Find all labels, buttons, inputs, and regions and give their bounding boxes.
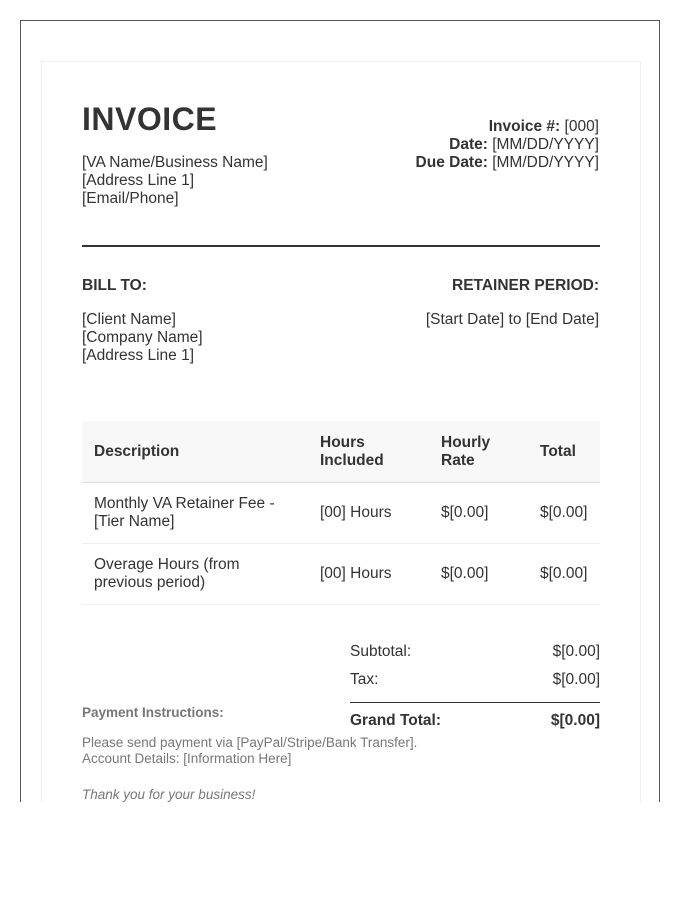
company-name: [Company Name] bbox=[82, 329, 203, 346]
header-divider bbox=[82, 245, 600, 247]
tax-row bbox=[350, 666, 600, 694]
column-header-total: Total bbox=[528, 421, 600, 483]
thank-you-note: Thank you for your business! bbox=[82, 787, 256, 802]
payment-instructions-heading: Payment Instructions: bbox=[82, 705, 224, 720]
tax-value: $[0.00] bbox=[552, 671, 600, 688]
line-items-table bbox=[82, 421, 600, 605]
sender-address: [Address Line 1] bbox=[82, 172, 195, 189]
grand-total-row bbox=[350, 702, 600, 739]
client-name: [Client Name] bbox=[82, 311, 176, 328]
due-date-value: [MM/DD/YYYY] bbox=[492, 154, 599, 171]
invoice-date-row bbox=[416, 136, 599, 154]
grand-total-value: $[0.00] bbox=[550, 712, 600, 729]
row-rate: $[0.00] bbox=[429, 483, 528, 544]
grand-total-label: Grand Total: bbox=[350, 712, 441, 729]
row-hours: [00] Hours bbox=[308, 483, 429, 544]
tax-label: Tax: bbox=[350, 671, 379, 688]
column-header-description: Description bbox=[82, 421, 308, 483]
row-hours: [00] Hours bbox=[308, 544, 429, 605]
sender-contact: [Email/Phone] bbox=[82, 190, 179, 207]
row-total: $[0.00] bbox=[528, 483, 600, 544]
row-rate: $[0.00] bbox=[429, 544, 528, 605]
payment-method-line: Please send payment via [PayPal/Stripe/Bank Transfer]. bbox=[82, 735, 418, 750]
row-total: $[0.00] bbox=[528, 544, 600, 605]
bill-to-details bbox=[82, 311, 203, 365]
table-row bbox=[82, 483, 600, 544]
due-date-row bbox=[416, 154, 599, 172]
due-date-label: Due Date: bbox=[415, 154, 488, 171]
invoice-number-row bbox=[416, 118, 599, 136]
subtotal-label: Subtotal: bbox=[350, 643, 412, 660]
client-address: [Address Line 1] bbox=[82, 347, 195, 364]
account-details-line: Account Details: [Information Here] bbox=[82, 751, 292, 766]
invoice-date-value: [MM/DD/YYYY] bbox=[492, 136, 599, 153]
subtotal-value: $[0.00] bbox=[552, 643, 600, 660]
document-frame bbox=[20, 20, 660, 802]
column-header-rate: Hourly Rate bbox=[429, 421, 528, 483]
table-header-row bbox=[82, 421, 600, 483]
sender-name: [VA Name/Business Name] bbox=[82, 154, 268, 171]
invoice-title: INVOICE bbox=[82, 101, 218, 137]
payment-instructions bbox=[82, 735, 417, 767]
table-row bbox=[82, 544, 600, 605]
row-description: Overage Hours (from previous period) bbox=[82, 544, 308, 605]
row-description: Monthly VA Retainer Fee - [Tier Name] bbox=[82, 483, 308, 544]
invoice-number-label: Invoice #: bbox=[488, 118, 561, 135]
retainer-period-value: [Start Date] to [End Date] bbox=[425, 311, 599, 328]
bill-to-heading: BILL TO: bbox=[82, 277, 147, 294]
invoice-date-label: Date: bbox=[449, 136, 488, 153]
subtotal-row bbox=[350, 638, 600, 666]
totals-block bbox=[350, 638, 600, 739]
invoice-meta bbox=[416, 118, 599, 172]
column-header-hours: Hours Included bbox=[308, 421, 429, 483]
invoice-number-value: [000] bbox=[564, 118, 599, 135]
retainer-period-heading: RETAINER PERIOD: bbox=[452, 277, 599, 294]
sender-info bbox=[82, 154, 268, 208]
